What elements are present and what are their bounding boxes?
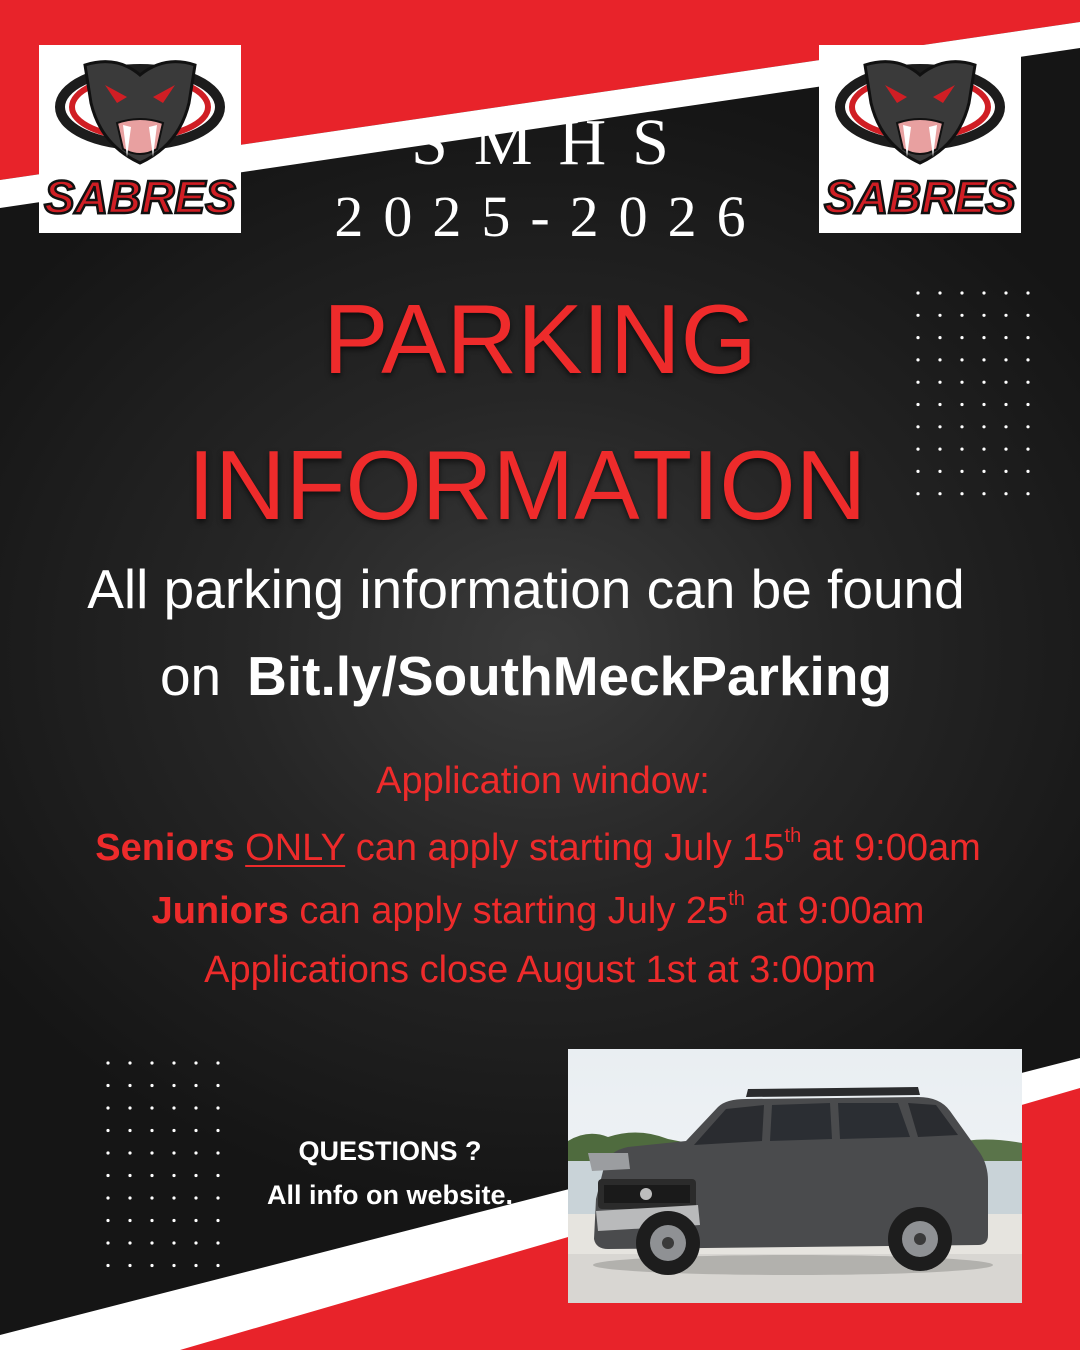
- decor-dot: [172, 1129, 175, 1132]
- decor-dot: [128, 1264, 131, 1267]
- decor-dot: [106, 1196, 109, 1199]
- decor-dot: [194, 1106, 197, 1109]
- decor-dot: [172, 1106, 175, 1109]
- decor-dot: [216, 1264, 219, 1267]
- decor-dot: [982, 403, 985, 406]
- seniors-time: at 9:00am: [811, 827, 981, 869]
- decor-dot: [128, 1241, 131, 1244]
- school-name: SMHS: [411, 106, 695, 179]
- questions-heading: QUESTIONS ?: [298, 1136, 482, 1166]
- seniors-date-suffix: th: [784, 825, 802, 847]
- decor-dot: [150, 1106, 153, 1109]
- school-year: 2025-2026: [334, 184, 766, 249]
- decor-dot: [172, 1241, 175, 1244]
- decor-dot: [150, 1196, 153, 1199]
- sabres-logo-text: SABRES: [44, 171, 236, 223]
- decor-dot: [150, 1241, 153, 1244]
- decor-dot: [194, 1129, 197, 1132]
- info-line-1: All parking information can be found: [87, 558, 965, 620]
- decor-dot: [1026, 403, 1029, 406]
- decor-dot: [150, 1174, 153, 1177]
- decor-dot: [216, 1129, 219, 1132]
- decor-dot: [106, 1084, 109, 1087]
- decor-dot: [194, 1151, 197, 1154]
- decor-dot: [106, 1129, 109, 1132]
- decor-dot: [216, 1174, 219, 1177]
- decor-dot: [194, 1061, 197, 1064]
- suv-photo: [568, 1049, 1022, 1303]
- decor-dot: [150, 1264, 153, 1267]
- decor-dot: [1004, 425, 1007, 428]
- decor-dot: [106, 1219, 109, 1222]
- applications-close-line: Applications close August 1st at 3:00pm: [204, 949, 876, 991]
- decor-dot: [982, 425, 985, 428]
- decor-dot: [172, 1219, 175, 1222]
- decor-dot: [128, 1129, 131, 1132]
- decor-dot: [172, 1151, 175, 1154]
- decor-dot: [916, 403, 919, 406]
- decor-dot: [106, 1174, 109, 1177]
- sabres-logo-text: SABRES: [824, 171, 1016, 223]
- info-line-2: [0, 645, 1066, 707]
- decor-dot: [1026, 425, 1029, 428]
- decor-dot: [106, 1241, 109, 1244]
- decor-dot: [938, 425, 941, 428]
- decor-dot: [194, 1084, 197, 1087]
- decor-dot: [1004, 403, 1007, 406]
- decor-dot: [960, 403, 963, 406]
- questions-info: All info on website.: [266, 1180, 513, 1210]
- decor-dot: [194, 1196, 197, 1199]
- parking-link[interactable]: Bit.ly/SouthMeckParking: [247, 645, 893, 707]
- decor-dot: [194, 1219, 197, 1222]
- decor-dot: [150, 1151, 153, 1154]
- juniors-time: at 9:00am: [755, 890, 925, 932]
- decor-dot: [172, 1084, 175, 1087]
- decor-dot: [128, 1219, 131, 1222]
- title-line-1: PARKING: [323, 284, 757, 394]
- decor-dot: [194, 1241, 197, 1244]
- only-label: ONLY: [245, 827, 346, 869]
- decor-dot: [938, 403, 941, 406]
- decor-dot: [128, 1106, 131, 1109]
- juniors-label: Juniors: [151, 890, 289, 932]
- decor-dot: [916, 425, 919, 428]
- decor-dot: [150, 1084, 153, 1087]
- decor-dot: [150, 1219, 153, 1222]
- decor-dot: [216, 1061, 219, 1064]
- title-line-2: INFORMATION: [187, 430, 867, 540]
- decor-dot: [960, 425, 963, 428]
- decor-dot: [128, 1196, 131, 1199]
- decor-dot: [150, 1129, 153, 1132]
- decor-dot: [106, 1264, 109, 1267]
- seniors-line: [0, 825, 1078, 869]
- decor-dot: [216, 1241, 219, 1244]
- info-prefix: on: [159, 645, 222, 707]
- decor-dot: [172, 1061, 175, 1064]
- decor-dot: [128, 1174, 131, 1177]
- decor-dot: [194, 1174, 197, 1177]
- seniors-label: Seniors: [95, 827, 235, 869]
- decor-dot: [172, 1174, 175, 1177]
- application-heading: Application window:: [376, 760, 710, 802]
- decor-dot: [106, 1106, 109, 1109]
- decor-dot: [194, 1264, 197, 1267]
- decor-dot: [216, 1219, 219, 1222]
- decor-dot: [106, 1061, 109, 1064]
- decor-dot: [216, 1106, 219, 1109]
- decor-dot: [172, 1196, 175, 1199]
- juniors-date-suffix: th: [728, 888, 745, 910]
- decor-dot: [128, 1061, 131, 1064]
- decor-dot: [128, 1084, 131, 1087]
- juniors-line: [0, 888, 1078, 932]
- decor-dot: [128, 1151, 131, 1154]
- decor-dot: [106, 1151, 109, 1154]
- juniors-date-text: can apply starting July 25: [299, 890, 729, 932]
- decor-dot: [150, 1061, 153, 1064]
- decor-dot: [172, 1264, 175, 1267]
- seniors-date-text: can apply starting July 15: [355, 827, 785, 869]
- decor-dot: [216, 1084, 219, 1087]
